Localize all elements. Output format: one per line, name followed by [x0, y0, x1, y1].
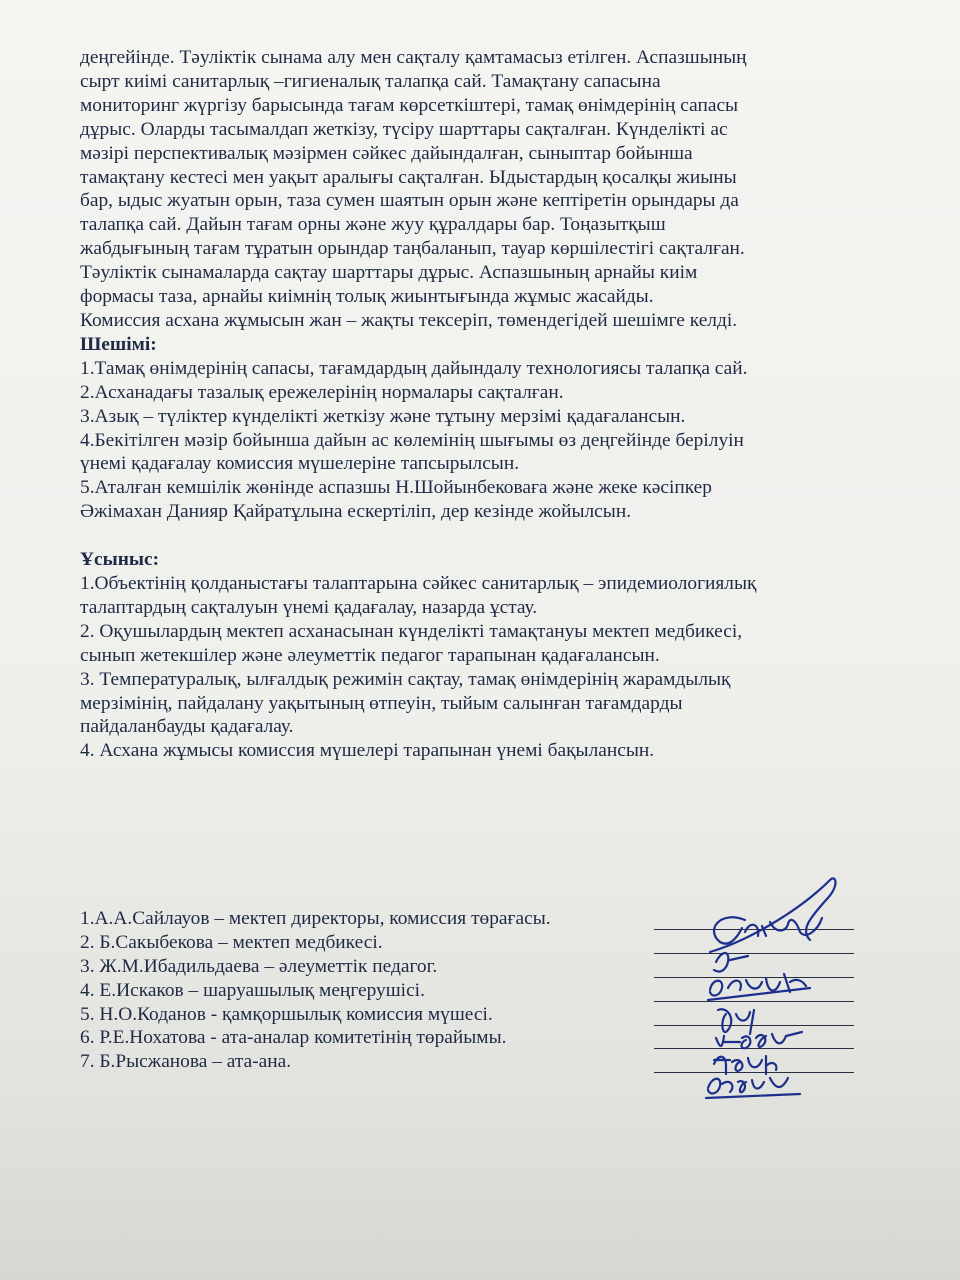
body-line: деңгейінде. Тәуліктік сынама алу мен сақталу қамтамасыз етілген. Аспазшының	[80, 47, 747, 68]
signature-1	[710, 878, 836, 952]
body-line: дұрыс. Оларды тасымалдап жеткізу, түсіру шарттары сақталған. Күнделікті ас	[80, 118, 728, 140]
signature-2	[714, 953, 748, 972]
body-line: Тәуліктік сынамаларда сақтау шарттары дұрыс. Аспазшының арнайы киім	[80, 262, 698, 284]
body-line: мәзірі перспективалық мәзірмен сәйкес дайындалған, сыныптар бойынша	[80, 142, 693, 164]
decision-heading: Шешімі:	[80, 333, 157, 355]
signer-name: 2. Б.Сакыбекова – мектеп медбикесі.	[80, 931, 383, 953]
body-line: сырт киімі санитарлық –гигиеналық талапқа сай. Тамақтану сапасына	[80, 70, 661, 92]
signer-name: 3. Ж.М.Ибадильдаева – әлеуметтік педагог.	[80, 955, 438, 977]
signature-6	[714, 1056, 776, 1074]
body-line: бар, ыдыс жуатын орын, таза сумен шаятын орын және кептіретін орындары да	[80, 190, 739, 212]
body-line: мониторинг жүргізу барысында тағам көрсеткіштері, тамақ өнімдерінің сапасы	[80, 94, 739, 116]
proposal-section	[80, 548, 910, 763]
proposal-line: мерзімінің, пайдалану уақытының өтпеуін, тыйым салынған тағамдарды	[80, 692, 683, 714]
decision-section	[80, 333, 910, 524]
proposal-line: 3. Температуралық, ылғалдық режимін сақтау, тамақ өнімдерінің жарамдылық	[80, 668, 731, 690]
section-spacer	[80, 524, 910, 548]
signer-name: 1.А.А.Сайлауов – мектеп директоры, комиссия төрағасы.	[80, 908, 551, 929]
decision-line: Әжімахан Данияр Қайратұлына ескертіліп, дер кезінде жойылсын.	[80, 501, 632, 523]
handwritten-signatures	[650, 870, 890, 1110]
decision-line: 3.Азық – түліктер күнделікті жеткізу және тұтыну мерзімі қадағалансын.	[80, 405, 686, 427]
body-line: тамақтану кестесі мен уақыт аралығы сақталған. Ыдыстардың қосалқы жиыны	[80, 166, 737, 188]
decision-line: 5.Аталған кемшілік жөнінде аспазшы Н.Шойынбековаға және жеке кәсіпкер	[80, 477, 712, 499]
proposal-line: пайдаланбауды қадағалау.	[80, 716, 294, 738]
proposal-heading: Ұсыныс:	[80, 549, 160, 571]
decision-line: үнемі қадағалау комиссия мүшелеріне тапсырылсын.	[80, 453, 520, 475]
proposal-line: талаптардың сақталуын үнемі қадағалау, назарда ұстау.	[80, 596, 538, 618]
proposal-line: 2. Оқушылардың мектеп асханасынан күнделікті тамақтануы мектеп медбикесі,	[80, 620, 743, 642]
document-body	[80, 46, 910, 763]
signer-name: 6. Р.Е.Нохатова - ата-аналар комитетінің төрайымы.	[80, 1027, 507, 1049]
body-line: талапқа сай. Дайын тағам орны және жуу құралдары бар. Тоңазытқыш	[80, 214, 666, 236]
body-line: Комиссия асхана жұмысын жан – жақты тексеріп, төмендегідей шешімге келді.	[80, 309, 738, 331]
decision-line: 1.Тамақ өнімдерінің сапасы, тағамдардың дайындалу технологиясы талапқа сай.	[80, 357, 748, 379]
decision-line: 4.Бекітілген мәзір бойынша дайын ас көлемінің шығымы өз деңгейінде берілуін	[80, 429, 744, 451]
body-paragraph	[80, 46, 910, 333]
signature-4	[718, 1009, 754, 1034]
signer-name: 4. Е.Искаков – шаруашылық меңгерушісі.	[80, 979, 425, 1001]
decision-line: 2.Асханадағы тазалық ережелерінің нормалары сақталған.	[80, 381, 564, 403]
signature-7	[706, 1078, 800, 1098]
proposal-line: 1.Объектінің қолданыстағы талаптарына сәйкес санитарлық – эпидемиологиялық	[80, 573, 757, 595]
proposal-line: сынып жетекшілер және әлеуметтік педагог тарапынан қадағалансын.	[80, 644, 660, 666]
signer-name: 7. Б.Рысжанова – ата-ана.	[80, 1051, 292, 1073]
signer-name: 5. Н.О.Коданов - қамқоршылық комиссия мүшесі.	[80, 1003, 493, 1025]
signature-5	[716, 1032, 802, 1048]
proposal-line: 4. Асхана жұмысы комиссия мүшелері тарапынан үнемі бақылансын.	[80, 740, 655, 762]
signature-3	[708, 974, 810, 1000]
body-line: жабдығының тағам тұратын орындар таңбаланып, тауар көршілестігі сақталған.	[80, 238, 745, 260]
body-line: формасы таза, арнайы киімнің толық жиынтығында жұмыс жасайды.	[80, 286, 654, 308]
